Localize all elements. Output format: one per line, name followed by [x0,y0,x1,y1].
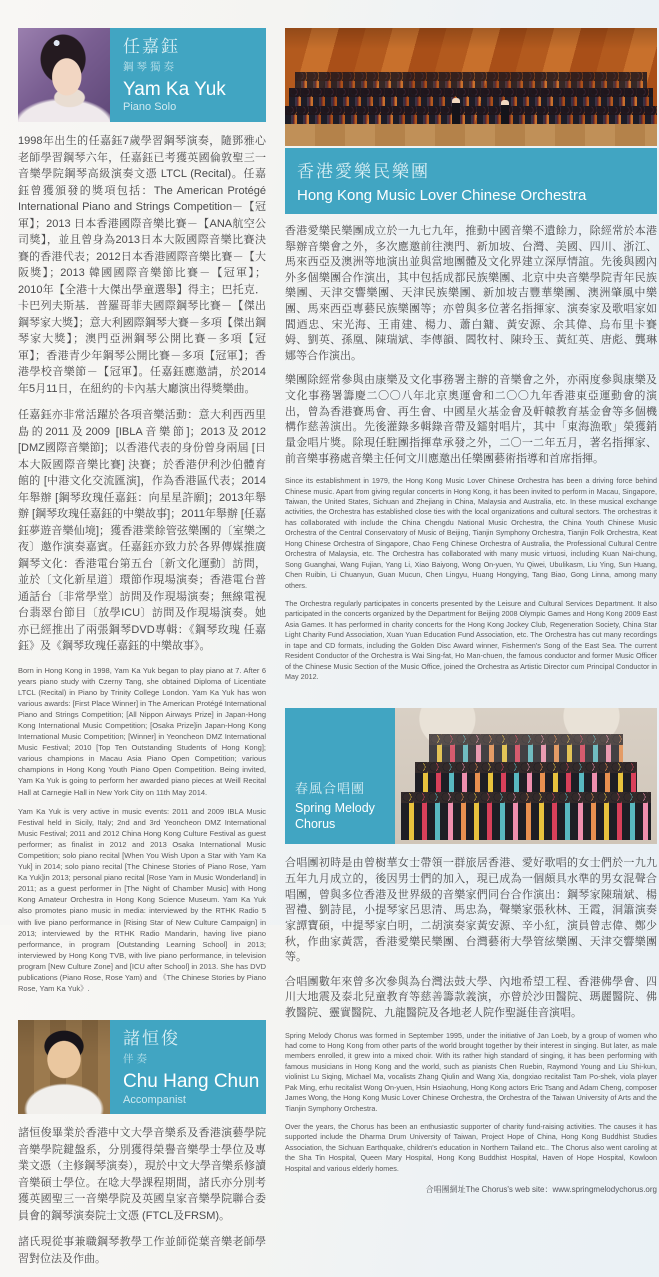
chu-profile-card [18,1020,266,1114]
chorus-banner [285,708,395,844]
chorus-website-line: 合唱團網址The Chorus's web site：www.springmelodychorus.org [425,1185,657,1195]
yam-portrait-photo [18,28,110,122]
chu-portrait-photo [18,1020,110,1114]
chorus-name-en-line2: Chorus [295,816,336,831]
chorus-name-zh: 春風合唱團 [295,781,366,797]
chorus-bio-en-1: Spring Melody Chorus was formed in September 1995, under the initiative of Jan Loeb, by a group of women who had come to Hong Kong from other parts of the world brought together by their interest in singing. But later, as male members enrolled, it grew into a mixed choir. With its rather high standard of singing, it has been performing with famous musicians in Hong Kong and the world, such as pianists Chen Ruebin, Raymond Young and Liu Shi-kun, violinist Lu Siqing, Michael Ma, vocalists Zhang Qiulin and Wang Xia, dongxiao recitalist Tam Po-shek, viola player Pak Ming, erhu recitalist Wong On-yuen, Hsin Hsiaohung, Hong Kong actors Eric Tsang and Adam Cheng, composer James Wong, the Hong Kong Music Lover Chinese Orchestra, the Orchestra of the Taiwan University of Arts and the Tianjin Symphony Orchestra. [285,1030,657,1113]
chu-bio-zh-2: 諸氏現從事兼職鋼琴教學工作並師從葉音樂老師學習對位法及作曲。 [18,1236,266,1265]
portrait-figure [18,28,110,122]
chu-title-box [110,1020,266,1114]
orchestra-bio-zh-1: 香港愛樂民樂團成立於一九七九年，推動中國音樂不遺餘力，除經常於本港舉辦音樂會之外，多次應邀前往澳門、新加坡、台灣、美國、四川、浙江、馬來西亞及澳洲等地演出並與當地團體及文化界建立深厚情誼。先後與國內外多個樂團合作演出，其中包括成都民族樂團、北京中央音樂學院青年民族樂團、天津交響樂團、天津民族樂團、新加坡吉豐華樂團、澳洲肇風中樂團、馬來西亞專藝民族樂團等；亦曾與多位著名指揮家、演奏家及歌唱家如閻迺忠、宋光海、王甫建、楊力、蕭白鏞、黃安源、余其偉、烏布里卡賽姆、劉英、孫凰、陳瑞斌、李傳韻、閻牧村、陳玲玉、黃紅英、唐彪、龔琳娜等合作演出。 [285,225,657,362]
chorus-bio-zh-1: 合唱團初時是由曾樹華女士帶領一群旅居香港、愛好歌唱的女士們於一九九五年九月成立的，後因男士們的加入，現已成為一個頗具水準的男女混聲合唱團，曾與多位香港及世界級的音樂家們同台合作演出：鋼琴家陳瑞斌、楊習禮、劉詩昆，小提琴家呂思清、馬忠為，聲樂家張秋林、王霞，洞簫演奏家譚寶碩，中提琴家白明，二胡演奏家黃安源、辛小紅，演員曾志偉、鄭少秋，作曲家黃霑，香港愛樂民樂團、台灣藝術大學管絃樂團、天津交響樂團等。 [285,857,657,964]
chu-bio-zh-1: 諸恒俊畢業於香港中文大學音樂系及香港演藝學院音樂學院鍵盤系，分別獲得榮譽音樂學士學位及專業文憑（主修鋼琴演奏），現於中文大學音樂系修讀音樂碩士學位。在唸大學課程期間，諸氏亦分別考獲英國聖三一音樂學院及英國皇家音樂學院聯合委員會的鋼琴演奏院士文憑 (FTCL及FRSM)。 [18,1127,266,1222]
orchestra-name-zh: 香港愛樂民樂團 [297,162,430,181]
yam-name-en: Yam Ka Yuk [123,78,226,100]
orchestra-banner [285,148,657,214]
portrait-figure [18,1020,110,1114]
chorus-photo [395,708,657,844]
chu-name-zh: 諸恒俊 [123,1029,180,1049]
yam-bio-en-1: Born in Hong Kong in 1998, Yam Ka Yuk began to play piano at 7. After 6 years piano study with Czerny Tang, she obtained Diploma of Licentiate LTCL (Recital) in Piano by Trinity College London. Yam Ka Yuk has won various awards: [First Place Winner] in The American Protégé International Piano and Strings Competition; [All Nippon Airways Prize] in Japan-Hong Kong International Music Competition; [Osaka Prize]in Japan-Hong Kong International Music Competition; [Winner] in Yeoncheon DMZ International Music Festival; 2010 [Top Ten Outstanding Students of Hong Kong]; various champions in Macau Asia Piano Open Competition; various champions in Hong Kong Youth Piano Open Competition. Being invited, Yam Ka Yuk is going to perform her awarded piano pieces at Weill Recital Hall at Carnegie Hall in New York City on 11th May 2014. [18,665,266,797]
chu-role-en: Accompanist [123,1093,186,1106]
yam-title-box [110,28,266,122]
chu-name-en: Chu Hang Chun [123,1070,260,1092]
stage-floor [285,124,657,146]
yam-role-en: Piano Solo [123,101,177,114]
chorus-name-en-line1: Spring Melody [295,801,375,816]
chorus-bio-zh-2: 合唱團數年來曾多次參與為台灣法鼓大學、內地希望工程、香港佛學會、四川大地震及泰北兒童教育等慈善籌款義演，亦曾於沙田醫院、瑪麗醫院、佛教醫院、靈實醫院、九龍醫院及各地老人院作聖誕佳音演唱。 [285,975,657,1019]
yam-name-zh: 任嘉鈺 [123,37,180,56]
chorus-bio-en-2: Over the years, the Chorus has been an enthusiastic supporter of charity fund-raising activities. The causes it has supported include the Dharma Drum University of Taiwan, Project Hope of China, Hong Kong Buddhist Studies Association, the Sichuan Earthquake, children's education in Northern Tailand etc.. The Chorus also went caroling at the Sha Tin Hospital, Queen Mary Hospital, Hong Kong Buddhist Hospital, Haven of Hope Hospital, Kowloon Hospital and various elderly homes. [285,1122,657,1173]
orchestra-bio-zh-2: 樂團除經常參與由康樂及文化事務署主辦的音樂會之外，亦兩度參與康樂及文化事務署籌慶二〇〇八年北京奧運會和二〇〇九年香港東亞運動會的演出，曾為香港賽馬會、再生會、中國星火基金會及軒轅教育基金會等多個機構作慈善演出。先後灌錄多輯錄音帶及鐳射唱片，其中「東海漁歌」榮獲銷量金唱片獎。除現任駐團指揮韋承發之外，二〇一二年五月，著名指揮家、前音樂事務處音樂主任何文川應邀出任樂團藝術指導和首席指揮。 [285,374,657,465]
chorus-header-row [285,708,657,844]
orchestra-bio-en-2: The Orchestra regularly participates in concerts presented by the Leisure and Cultural Services Department. It also participated in the concerts organized by the Department for Beijing 2008 Olympic Games and Hong Kong 2009 East Asia Games. It has performed in charity concerts for the Hong Kong Jockey Club, Regeneration Society, China Star Light Charity Fund Association, Xuan Yuan Education Fund Association, etc. The Orchestra has cut many recordings in tape and CD formats, including the Golden Disc Award winner, Fishermen's Song of the East Sea. The current Resident Conductor of the Orchestra is Wai Sing-fat, Ho Man-chuen, the famous conductor and former Music Officer of the Chinese Music Section of the Music Office, joined the Orchestra as Artistic Director cum Principal Conductor in May 2012. [285,598,657,682]
yam-role-zh: 鋼琴獨奏 [123,60,177,73]
yam-bio-zh-1: 1998年出生的任嘉鈺7歲學習鋼琴演奏，隨鄧雅心老師學習鋼琴六年，任嘉鈺已考獲英國倫敦聖三一音樂學院鋼琴高級演奏文憑 LTCL (Recital)。任嘉鈺曾獲頒發的獎項包括：The American Protégé International Piano and Strings Competition－【冠軍】；2013 日本香港國際音樂比賽－【ANA航空公司獎】，並且曾身為2013日本大阪國際音樂比賽決賽的香港代表；2012日本香港國際音樂比賽－【大阪獎】；2013 韓國國際音樂節比賽－【冠軍】；2010年【全港十大傑出學童選舉】得主；巴托克．卡巴列夫斯基．普羅哥菲夫國際鋼琴比賽－【傑出鋼琴家大獎】；意大利國際鋼琴大賽－多項【傑出鋼琴家大獎】；澳門亞洲鋼琴公開比賽－多項【冠軍】；香港青少年鋼琴公開比賽－多項【冠軍】；香港學校音樂節－【冠軍】。任嘉鈺應邀請，於2014年5月11日，在紐約的卡內基大廳演出得獎樂曲。 [18,135,266,395]
chorus-front-row [401,792,651,840]
yam-profile-card [18,28,266,122]
orchestra-photo [285,28,657,146]
orchestra-name-en: Hong Kong Music Lover Chinese Orchestra [297,187,587,204]
yam-bio-zh-2: 任嘉鈺亦非常活躍於各項音樂活動：意大利西西里島的2011及2009 [IBLA音樂節]；2013及2012 [DMZ國際音樂節]；以香港代表的身份曾身兩屆 [日本大阪國際音樂比賽] 決賽；於香港伊利沙伯體育館的 [中港文化交流匯演]，作為香港區代表；2014年舉辦 [鋼琴玫瑰任嘉鈺：向星星許願]；2013年舉辦 [鋼琴玫瑰任嘉鈺的中樂故事]；2011年舉辦 [任嘉鈺夢遊音樂仙境]；獲香港業餘管弦樂團的〔室樂之夜〕邀作演奏嘉賓。任嘉鈺亦致力於各界傳媒推廣鋼琴文化：香港電台第五台〔新文化運動〕訪問，並於〔文化新星道〕環節作現場演奏；香港電台普通話台〔非常學堂〕訪問及作現場演奏；無線電視台翡翠台節目〔放學ICU〕訪問及作現場演奏。她亦已經推出了兩張鋼琴DVD專輯：《鋼琴玫瑰 任嘉鈺》及《鋼琴玫瑰任嘉鈺的中樂故事》。 [18,409,266,652]
left-column [18,28,266,1277]
chorus-back-row [429,734,623,764]
right-column [285,28,657,1203]
chu-role-zh: 伴奏 [123,1052,150,1065]
chorus-middle-row [415,762,637,792]
orchestra-bio-en-1: Since its establishment in 1979, the Hong Kong Music Lover Chinese Orchestra has been a driving force behind Chinese music. Apart from giving regular concerts in Hong Kong, it has been invited to perform in Macau, Singapore, Taiwan, the United States, Sichuan and Zhejiang in China, Malaysia and Australia, etc. In these musical exchange activities, the Orchestra has established close ties with the local organizations and cultural sectors. The orchestras it has collaborated with include the China Chengdu National Music Orchestra, the China Youth Chinese Music Orchestra of the Central Conservatory of Music of Beijing, Tianjin Symphony Orchestra, Tianjin Folk Orchestra, Keat Hong Chinese Orchestra of Singapore, Chao Feng Chinese Orchestra of Australia, the Professional Cultural Centre Orchestra of Malaysia, etc. The Orchestra has collaborated with many music virtuosi, including Kuan Nai-chung, Song Guanghai, Wang Fujian, Yang Li, Xiao Baiyong, Wong On-yuen, Yu Qiwei, Ubulikasm, Liu Ying, Sun Huang, Chen Ruibin, Li Chuanyun, Guan Mucun, Chen Lingyu, Huang Hongying, Tang Biao, Gong Linna, among many others. [285,476,657,590]
yam-bio-en-2: Yam Ka Yuk is very active in music events: 2011 and 2009 IBLA Music Festival held in Sicily, Italy; 2nd and 3rd Yeoncheon DMZ International Music Festival; 2011 and 2012 China Hong Kong Culture Festival as guest performer; as finalist in 2012 and 2013 Osaka International Music Competition; solo piano recital [When You Wish Upon a Star with Yam Ka Yuk] in 2014; solo piano recital [The Chinese Stories of Piano Rose, Yam Ka Yuk]in 2013; personal piano recital [Rose Yam in Music Wonderland] in 2011; as a guest performer in [The Night of Chamber Music] with Hong Kong Amateur Orchestra in Hong Kong Science Museum. Yam Ka Yuk also promotes piano music in media: interviewed by the RTHK Radio 5 with live piano performance in [Rising Star of New Culture Campaign] in 2013; interviewed by the RTHK Radio Mandarin, having live piano performance, in program [Outstanding Learning School] in 2013; interviewed by Hong Kong TVB, with live piano performance, in television program [New Culture Zone] and [ICU after School] in 2013. She has DVD publications (Piano Rose, Rose Yam) and 《The Chinese Stories by Piano Rose, Yam Ka Yuk》. [18,806,266,994]
